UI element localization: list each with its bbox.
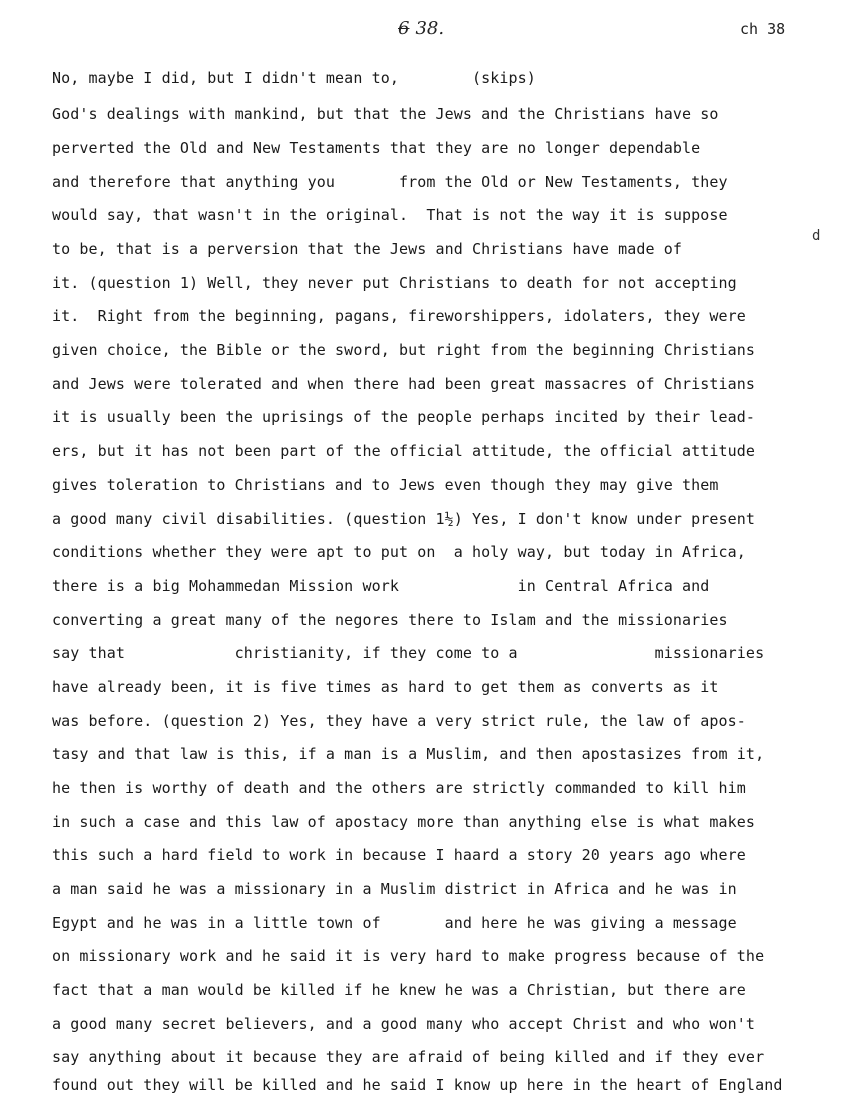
text-line: to be, that is a perversion that the Jews and Christians have made of: [52, 240, 683, 258]
struck-page-number: 6: [398, 18, 410, 39]
text-line: Egypt and he was in a little town of and here he was giving a message: [52, 914, 737, 932]
page-number: [398, 18, 444, 39]
text-line: fact that a man would be killed if he knew he was a Christian, but there are: [52, 981, 746, 999]
text-line: have already been, it is five times as hard to get them as converts as it: [52, 678, 719, 696]
text-line: and Jews were tolerated and when there had been great massacres of Christians: [52, 375, 756, 393]
text-line: conditions whether they were apt to put on a holy way, but today in Africa,: [52, 543, 746, 561]
text-line: was before. (question 2) Yes, they have a very strict rule, the law of apos-: [52, 712, 746, 730]
text-line: a man said he was a missionary in a Muslim district in Africa and he was in: [52, 880, 737, 898]
text-line: this such a hard field to work in because I haard a story 20 years ago where: [52, 846, 746, 864]
chapter-label: ch 38: [740, 20, 786, 38]
page-number-value: 38.: [415, 18, 445, 39]
text-line: and therefore that anything you from the Old or New Testaments, they: [52, 173, 728, 191]
text-line: tasy and that law is this, if a man is a Muslim, and then apostasizes from it,: [52, 745, 765, 763]
margin-note: d: [812, 228, 821, 244]
text-line: God's dealings with mankind, but that the Jews and the Christians have so: [52, 105, 719, 123]
text-line: in such a case and this law of apostacy more than anything else is what makes: [52, 813, 756, 831]
text-line: there is a big Mohammedan Mission work in Central Africa and: [52, 577, 710, 595]
text-line: a good many secret believers, and a good many who accept Christ and who won't: [52, 1015, 756, 1033]
text-line: say anything about it because they are afraid of being killed and if they ever: [52, 1048, 765, 1066]
text-line: he then is worthy of death and the others are strictly commanded to kill him: [52, 779, 746, 797]
text-line: it. Right from the beginning, pagans, fireworshippers, idolaters, they were: [52, 307, 746, 325]
text-line: would say, that wasn't in the original. That is not the way it is suppose: [52, 206, 728, 224]
text-line: No, maybe I did, but I didn't mean to, (skips): [52, 69, 536, 87]
text-line: gives toleration to Christians and to Jews even though they may give them: [52, 476, 719, 494]
text-line: found out they will be killed and he said I know up here in the heart of England: [52, 1076, 783, 1094]
text-line: say that christianity, if they come to a missionaries: [52, 644, 765, 662]
text-line: it. (question 1) Well, they never put Christians to death for not accepting: [52, 274, 737, 292]
text-line: a good many civil disabilities. (question 1½) Yes, I don't know under present: [52, 510, 756, 528]
text-line: given choice, the Bible or the sword, but right from the beginning Christians: [52, 341, 756, 359]
text-line: on missionary work and he said it is very hard to make progress because of the: [52, 947, 765, 965]
text-line: converting a great many of the negores there to Islam and the missionaries: [52, 611, 728, 629]
text-line: it is usually been the uprisings of the people perhaps incited by their lead-: [52, 408, 756, 426]
text-line: ers, but it has not been part of the official attitude, the official attitude: [52, 442, 756, 460]
text-line: perverted the Old and New Testaments that they are no longer dependable: [52, 139, 701, 157]
